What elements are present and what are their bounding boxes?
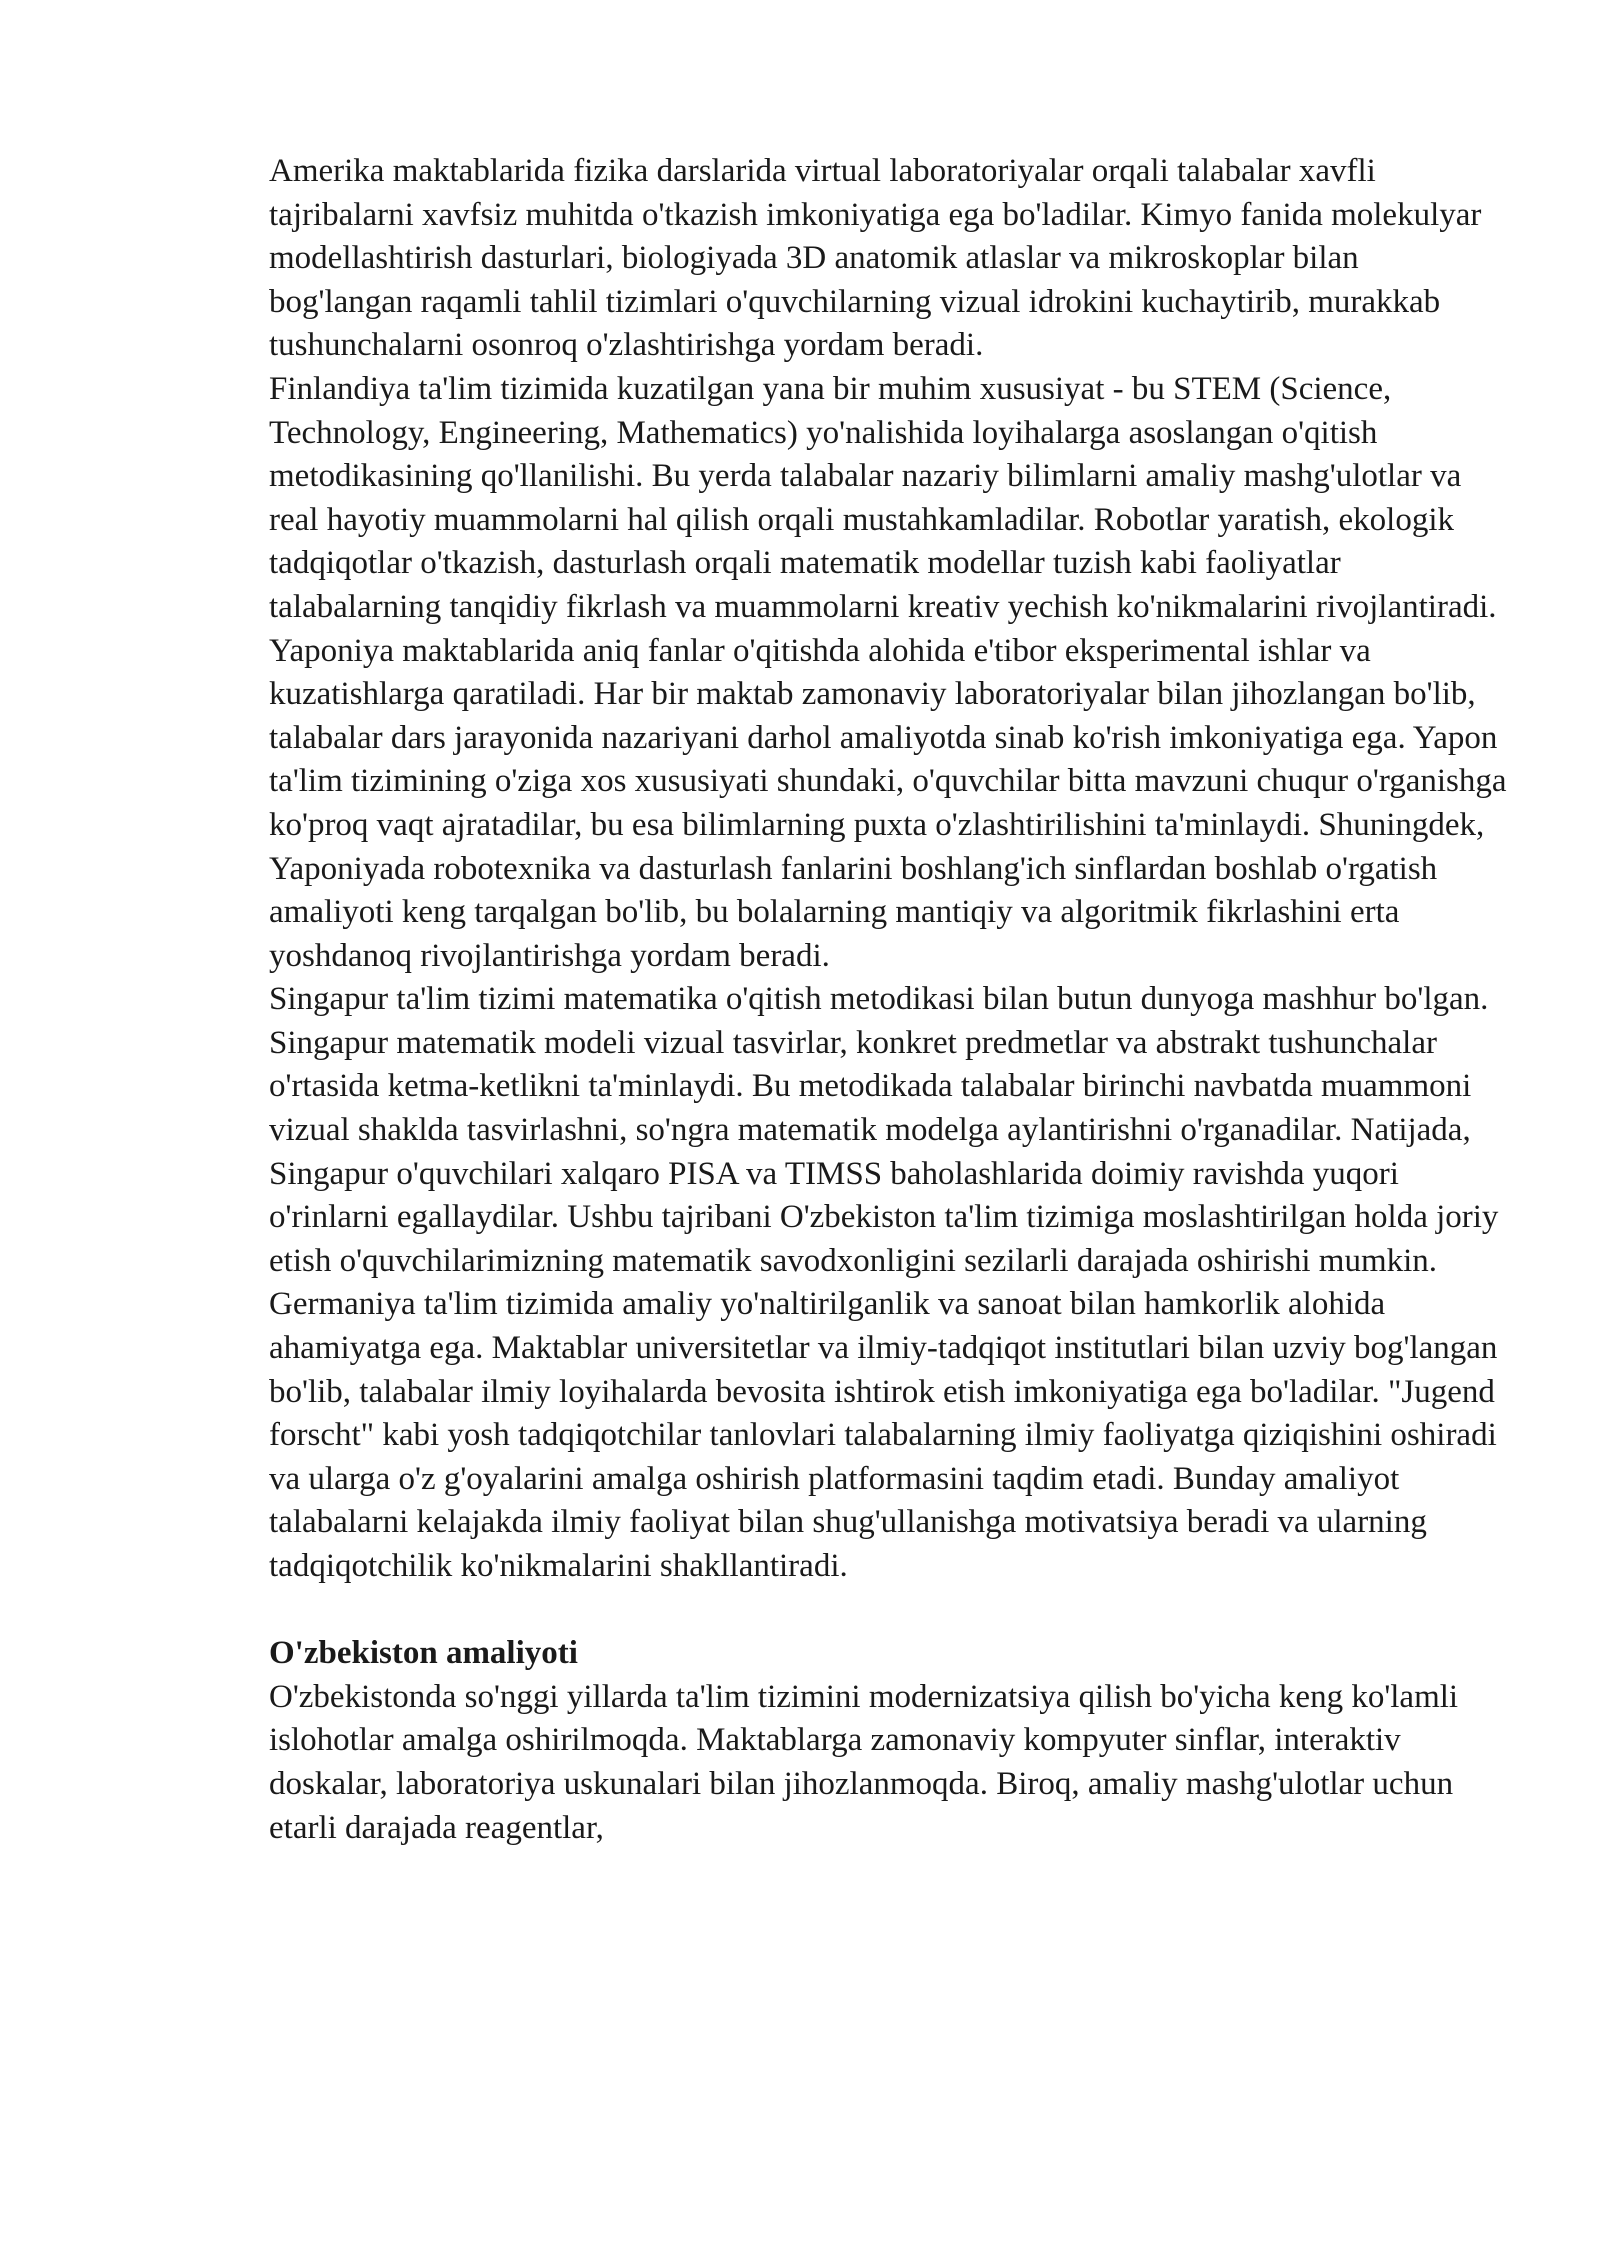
document-page: [269, 150, 1509, 1850]
paragraph-germany: Germaniya ta'lim tizimida amaliy yo'naltirilganlik va sanoat bilan hamkorlik alohida ahamiyatga ega. Maktablar universitetlar va ilmiy-tadqiqot institutlari bilan uzviy bog'langan bo'lib, talabalar ilmiy loyihalarda bevosita ishtirok etish imkoniyatiga ega bo'ladilar. "Jugend forscht" kabi yosh tadqiqotchilar tanlovlari talabalarning ilmiy faoliyatga qiziqishini oshiradi va ularga o'z g'oyalarini amalga oshirish platformasini taqdim etadi. Bunday amaliyot talabalarni kelajakda ilmiy faoliyat bilan shug'ullanishga motivatsiya beradi va ularning tadqiqotchilik ko'nikmalarini shakllantiradi.: [269, 1286, 1498, 1584]
section-heading: O'zbekiston amaliyoti: [269, 1635, 578, 1672]
paragraph-japan: Yaponiya maktablarida aniq fanlar o'qitishda alohida e'tibor eksperimental ishlar va kuzatishlarga qaratiladi. Har bir maktab zamonaviy laboratoriyalar bilan jihozlangan bo'lib, talabalar dars jarayonida nazariyani darhol amaliyotda sinab ko'rish imkoniyatiga ega. Yapon ta'lim tizimining o'ziga xos xususiyati shundaki, o'quvchilar bitta mavzuni chuqur o'rganishga ko'proq vaqt ajratadilar, bu esa bilimlarning puxta o'zlashtirilishini ta'minlaydi. Shuningdek, Yaponiyada robotexnika va dasturlash fanlarini boshlang'ich sinflardan boshlab o'rgatish amaliyoti keng tarqalgan bo'lib, bu bolalarning mantiqiy va algoritmik fikrlashini erta yoshdanoq rivojlantirishga yordam beradi.: [269, 632, 1507, 974]
section-spacer: [269, 1589, 1509, 1633]
paragraph-usa: Amerika maktablarida fizika darslarida virtual laboratoriyalar orqali talabalar xavfli tajribalarni xavfsiz muhitda o'tkazish imkoniyatiga ega bo'ladilar. Kimyo fanida molekulyar modellashtirish dasturlari, biologiyada 3D anatomik atlaslar va mikroskoplar bilan bog'langan raqamli tahlil tizimlari o'quvchilarning vizual idrokini kuchaytirib, murakkab tushunchalarni osonroq o'zlashtirishga yordam beradi.: [269, 153, 1482, 364]
paragraph-finland: Finlandiya ta'lim tizimida kuzatilgan yana bir muhim xususiyat - bu STEM (Science, Technology, Engineering, Mathematics) yo'nalishida loyihalarga asoslangan o'qitish metodikasining qo'llanilishi. Bu yerda talabalar nazariy bilimlarni amaliy mashg'ulotlar va real hayotiy muammolarni hal qilish orqali mustahkamladilar. Robotlar yaratish, ekologik tadqiqotlar o'tkazish, dasturlash orqali matematik modellar tuzish kabi faoliyatlar talabalarning tanqidiy fikrlash va muammolarni kreativ yechish ko'nikmalarini rivojlantiradi.: [269, 370, 1497, 625]
paragraph-uzbekistan: O'zbekistonda so'nggi yillarda ta'lim tizimini modernizatsiya qilish bo'yicha keng ko'lamli islohotlar amalga oshirilmoqda. Maktablarga zamonaviy kompyuter sinflar, interaktiv doskalar, laboratoriya uskunalari bilan jihozlanmoqda. Biroq, amaliy mashg'ulotlar uchun etarli darajada reagentlar,: [269, 1678, 1459, 1846]
paragraph-singapore: Singapur ta'lim tizimi matematika o'qitish metodikasi bilan butun dunyoga mashhur bo'lgan. Singapur matematik modeli vizual tasvirlar, konkret predmetlar va abstrakt tushunchalar o'rtasida ketma-ketlikni ta'minlaydi. Bu metodikada talabalar birinchi navbatda muammoni vizual shaklda tasvirlashni, so'ngra matematik modelga aylantirishni o'rganadilar. Natijada, Singapur o'quvchilari xalqaro PISA va TIMSS baholashlarida doimiy ravishda yuqori o'rinlarni egallaydilar. Ushbu tajribani O'zbekiston ta'lim tizimiga moslashtirilgan holda joriy etish o'quvchilarimizning matematik savodxonligini sezilarli darajada oshirishi mumkin.: [269, 981, 1499, 1279]
